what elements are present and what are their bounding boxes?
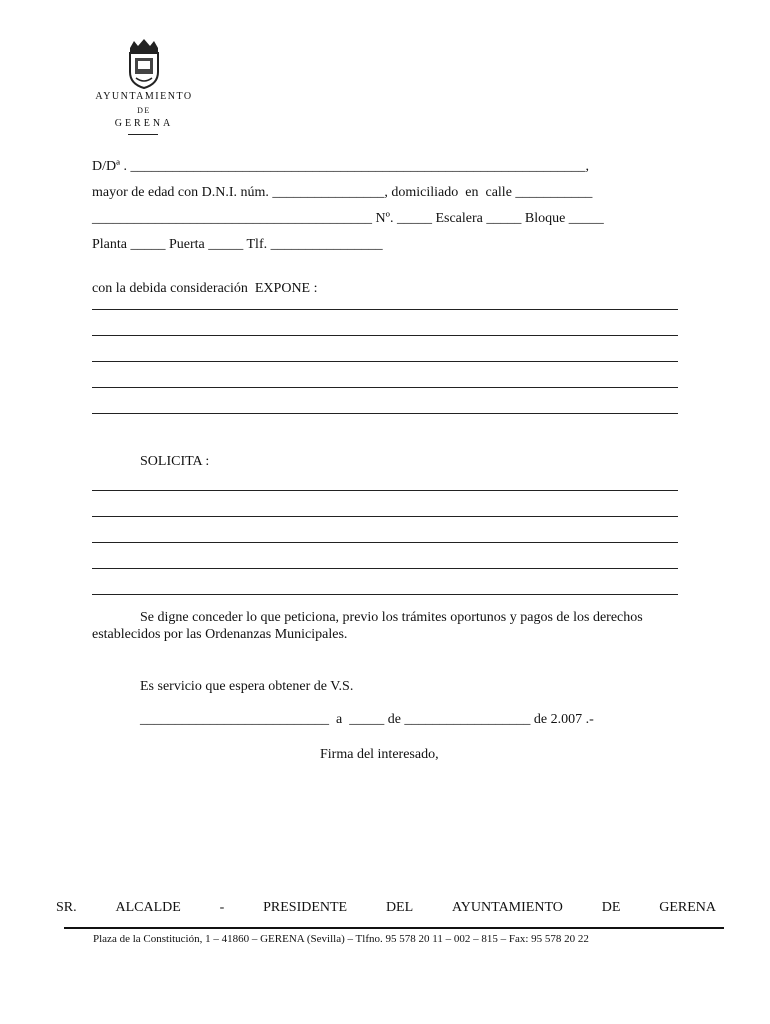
name-line: D/Dª . _________________________________________________________________, <box>92 159 589 174</box>
addressee-word: DEL <box>385 900 414 915</box>
letterhead-underline <box>128 134 158 135</box>
letterhead-town: GERENA <box>114 118 174 129</box>
addressee-word: SR. <box>56 900 77 915</box>
closing-text-line2: establecidos por las Ordenanzas Municipales. <box>92 627 348 642</box>
planta-line: Planta _____ Puerta _____ Tlf. ________________ <box>92 237 383 252</box>
closing-text-line1: Se digne conceder lo que peticiona, previo los trámites oportunos y pagos de los derechos <box>140 610 643 625</box>
footer-divider <box>64 927 724 929</box>
expone-label: con la debida consideración EXPONE : <box>92 281 318 296</box>
footer-address: Plaza de la Constitución, 1 – 41860 – GERENA (Sevilla) – Tlfno. 95 578 20 11 – 002 – 815 – Fax: 95 578 20 22 <box>93 933 589 945</box>
addressee-word: AYUNTAMIENTO <box>451 900 563 915</box>
addressee-word: ALCALDE <box>115 900 181 915</box>
solicita-label: SOLICITA : <box>140 454 210 469</box>
expone-line <box>92 361 678 362</box>
municipal-crest-logo <box>124 38 164 90</box>
date-line: ___________________________ a _____ de __________________ de 2.007 .- <box>140 712 594 727</box>
addressee-word: - <box>219 900 225 915</box>
expone-line <box>92 387 678 388</box>
solicita-line <box>92 490 678 491</box>
addressee-word: PRESIDENTE <box>263 900 348 915</box>
addressee-word: DE <box>601 900 621 915</box>
expone-line <box>92 309 678 310</box>
addressee-line <box>56 900 716 916</box>
service-line: Es servicio que espera obtener de V.S. <box>140 679 354 694</box>
dni-line: mayor de edad con D.N.I. núm. ________________, domiciliado en calle ___________ <box>92 185 593 200</box>
address-line: ________________________________________ Nº. _____ Escalera _____ Bloque _____ <box>92 211 604 226</box>
addressee-word: GERENA <box>659 900 716 915</box>
letterhead-de: DE <box>137 106 151 115</box>
expone-line <box>92 335 678 336</box>
solicita-line <box>92 516 678 517</box>
signature-label: Firma del interesado, <box>320 747 439 762</box>
letterhead-title: AYUNTAMIENTO <box>95 91 193 102</box>
solicita-line <box>92 594 678 595</box>
expone-line <box>92 413 678 414</box>
solicita-line <box>92 568 678 569</box>
solicita-line <box>92 542 678 543</box>
